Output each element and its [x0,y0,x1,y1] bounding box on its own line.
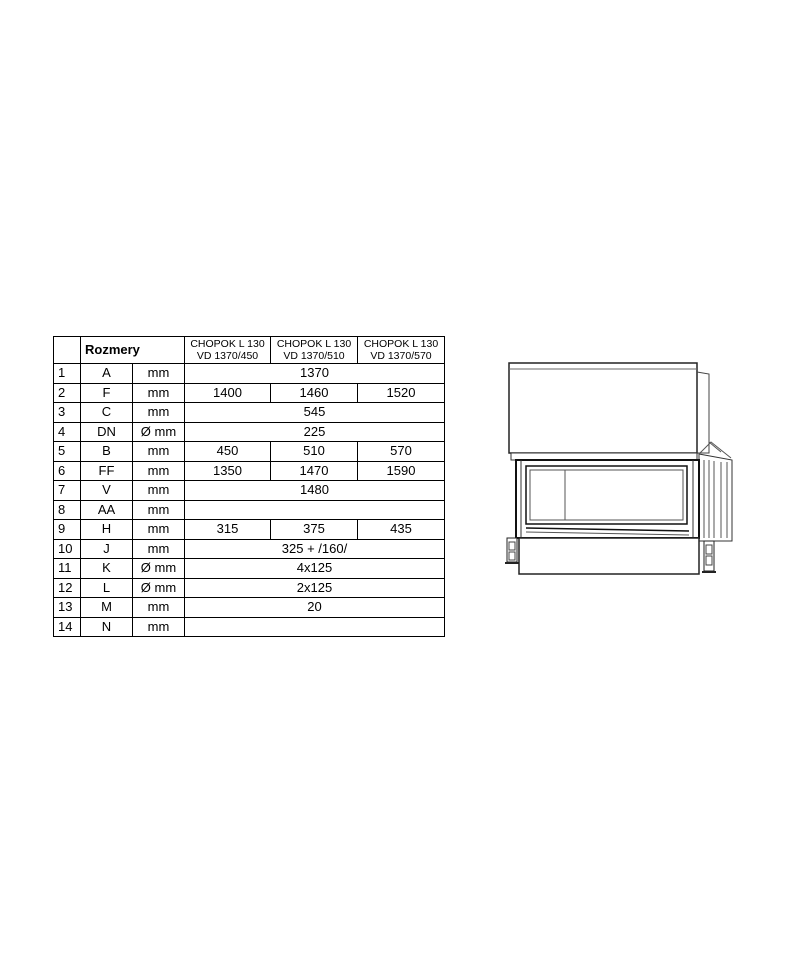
dimension-unit: Ø mm [133,559,185,579]
dimension-unit: mm [133,364,185,384]
dimension-symbol: F [81,383,133,403]
dimension-unit: mm [133,617,185,637]
dimension-unit: mm [133,539,185,559]
row-number: 8 [54,500,81,520]
dimension-value: 315 [185,520,271,540]
dimension-unit: mm [133,461,185,481]
dimension-value: 20 [185,598,445,618]
table-row [54,617,445,637]
dimension-symbol: N [81,617,133,637]
table-row [54,364,445,384]
dimension-unit: mm [133,403,185,423]
dimension-value: 1370 [185,364,445,384]
row-number: 14 [54,617,81,637]
fireplace-glass [526,466,687,524]
row-number: 2 [54,383,81,403]
model-header-1 [185,337,271,364]
table-row [54,481,445,501]
dimension-unit: mm [133,383,185,403]
row-number: 5 [54,442,81,462]
dimension-unit: mm [133,500,185,520]
dimension-unit: Ø mm [133,578,185,598]
row-number: 6 [54,461,81,481]
row-number: 3 [54,403,81,423]
table-row [54,442,445,462]
dimension-value: 325 + /160/ [185,539,445,559]
dimension-symbol: FF [81,461,133,481]
table-row [54,500,445,520]
fireplace-hood [509,363,697,453]
dimension-value: 1350 [185,461,271,481]
model-header-2 [271,337,358,364]
dimension-value: 1400 [185,383,271,403]
model-header-1-line2: VD 1370/450 [196,350,259,362]
table-title: Rozmery [81,337,185,364]
dimension-value: 510 [271,442,358,462]
model-header-3-line1: CHOPOK L 130 [363,338,439,350]
header-index-cell [54,337,81,364]
table-row [54,539,445,559]
dimension-symbol: M [81,598,133,618]
dimension-value [185,617,445,637]
dimension-unit: mm [133,520,185,540]
table-row [54,383,445,403]
dimensions-table [53,336,445,637]
model-header-3 [358,337,445,364]
dimension-value: 570 [358,442,445,462]
dimension-value: 1470 [271,461,358,481]
table-row [54,422,445,442]
model-header-3-line2: VD 1370/570 [370,350,432,362]
dimension-unit: mm [133,598,185,618]
dimension-value: 2x125 [185,578,445,598]
dimension-symbol: B [81,442,133,462]
dimension-symbol: DN [81,422,133,442]
dimensions-table-body [54,337,445,637]
dimension-symbol: H [81,520,133,540]
dimension-symbol: V [81,481,133,501]
dimension-value: 1480 [185,481,445,501]
dimension-value: 435 [358,520,445,540]
dimension-symbol: J [81,539,133,559]
row-number: 7 [54,481,81,501]
dimension-value: 375 [271,520,358,540]
table-row [54,598,445,618]
dimension-value: 1590 [358,461,445,481]
model-header-2-line1: CHOPOK L 130 [276,338,352,350]
model-header-1-line1: CHOPOK L 130 [190,338,265,350]
dimension-symbol: L [81,578,133,598]
fireplace-hood-side [697,372,709,453]
row-number: 4 [54,422,81,442]
table-row [54,559,445,579]
dimension-value: 545 [185,403,445,423]
fireplace-drawing [499,356,739,581]
dimension-symbol: A [81,364,133,384]
dimension-unit: Ø mm [133,422,185,442]
dimension-value: 225 [185,422,445,442]
row-number: 10 [54,539,81,559]
table-row [54,520,445,540]
dimension-symbol: C [81,403,133,423]
dimension-value: 1520 [358,383,445,403]
fireplace-collar [511,453,697,460]
row-number: 11 [54,559,81,579]
table-header-row [54,337,445,364]
dimension-value: 450 [185,442,271,462]
table-row [54,578,445,598]
dimension-unit: mm [133,442,185,462]
table-row [54,461,445,481]
model-header-2-line2: VD 1370/510 [283,350,345,362]
dimension-value: 1460 [271,383,358,403]
dimension-unit: mm [133,481,185,501]
row-number: 1 [54,364,81,384]
dimension-symbol: K [81,559,133,579]
dimension-value: 4x125 [185,559,445,579]
row-number: 12 [54,578,81,598]
dimension-value [185,500,445,520]
row-number: 13 [54,598,81,618]
fireplace-base [519,538,699,574]
table-row [54,403,445,423]
row-number: 9 [54,520,81,540]
dimension-symbol: AA [81,500,133,520]
